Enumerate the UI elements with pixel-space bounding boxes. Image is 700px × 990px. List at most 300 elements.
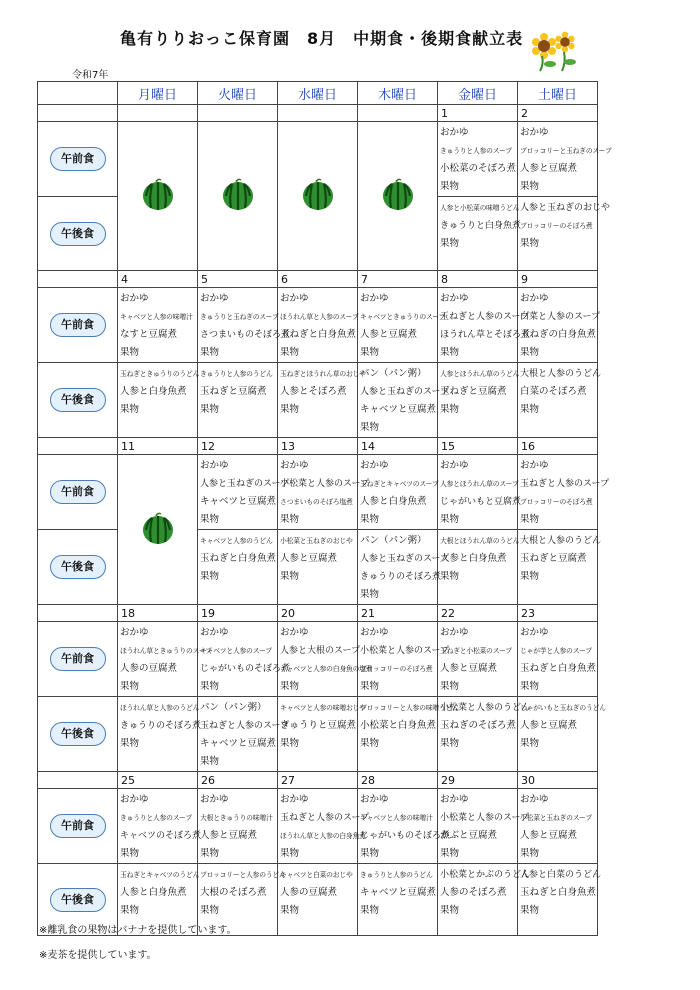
menu-item: 果物 bbox=[200, 848, 220, 859]
menu-item: おかゆ bbox=[280, 460, 309, 471]
menu-item: 人参の豆腐煮 bbox=[280, 887, 338, 898]
corner-cell bbox=[38, 82, 118, 105]
menu-item: おかゆ bbox=[280, 627, 309, 638]
morning-meal-label: 午前食 bbox=[50, 814, 106, 838]
date-cell: 2 bbox=[518, 105, 598, 122]
menu-cell bbox=[198, 288, 291, 363]
menu-cell bbox=[358, 363, 450, 438]
watermelon-icon bbox=[380, 197, 416, 216]
menu-item: 果物 bbox=[440, 404, 460, 415]
menu-item: 果物 bbox=[520, 404, 540, 415]
menu-cell bbox=[118, 363, 198, 438]
menu-cell bbox=[438, 864, 531, 936]
menu-item: なすと豆腐煮 bbox=[120, 329, 178, 340]
menu-cell bbox=[358, 455, 438, 530]
menu-item: ブロッコリーと人参のうどん bbox=[200, 871, 286, 879]
menu-item: おかゆ bbox=[520, 460, 549, 471]
menu-item: 果物 bbox=[200, 571, 220, 582]
menu-item: 果物 bbox=[200, 905, 220, 916]
menu-cell bbox=[118, 789, 202, 864]
menu-item: おかゆ bbox=[360, 293, 389, 304]
menu-item: さつまいものそぼろ塩煮 bbox=[280, 498, 353, 506]
menu-item: きゅうりと人参のスープ bbox=[120, 814, 192, 822]
menu-item: 果物 bbox=[520, 514, 540, 525]
date-cell: 6 bbox=[278, 271, 358, 288]
menu-item: ほうれん草と人参のスープ bbox=[280, 313, 359, 321]
menu-cell bbox=[278, 789, 370, 864]
menu-item: 人参と豆腐煮 bbox=[520, 163, 578, 174]
date-cell: 23 bbox=[518, 605, 598, 622]
date-row bbox=[38, 605, 598, 622]
menu-item: キャベツのそぼろ煮 bbox=[120, 831, 202, 841]
menu-item: 果物 bbox=[440, 905, 460, 916]
menu-cell bbox=[438, 288, 531, 363]
menu-cell bbox=[438, 789, 530, 864]
menu-item: おかゆ bbox=[120, 293, 149, 304]
menu-item: キャベツと人参の味噌汁 bbox=[120, 313, 193, 321]
menu-cell bbox=[118, 697, 202, 772]
date-cell: 25 bbox=[118, 772, 198, 789]
menu-table bbox=[37, 81, 612, 936]
date-row-blank bbox=[38, 438, 118, 455]
menu-item: おかゆ bbox=[520, 293, 549, 304]
meal-label-cell bbox=[38, 789, 118, 864]
date-row-blank bbox=[38, 772, 118, 789]
meal-label-cell bbox=[38, 455, 118, 530]
menu-item: 白菜のそぼろ煮 bbox=[520, 386, 587, 397]
menu-item: 果物 bbox=[360, 422, 380, 433]
menu-item: 果物 bbox=[280, 681, 300, 692]
menu-item: 小松菜と人参のスープ bbox=[280, 479, 370, 489]
menu-item: 果物 bbox=[440, 738, 460, 749]
meal-label-cell bbox=[38, 197, 118, 271]
menu-item: きゅうりと豆腐煮 bbox=[280, 720, 357, 731]
menu-item: おかゆ bbox=[440, 627, 469, 638]
menu-item: 果物 bbox=[520, 681, 540, 692]
menu-item: おかゆ bbox=[440, 293, 469, 304]
date-row bbox=[38, 772, 598, 789]
menu-cell bbox=[118, 622, 212, 697]
menu-item: 果物 bbox=[520, 571, 540, 582]
menu-item: ほうれん草とそぼろ煮 bbox=[440, 330, 531, 340]
morning-meal-row bbox=[38, 455, 598, 530]
menu-item: キャベツと人参のスープ bbox=[200, 647, 272, 655]
morning-meal-label: 午前食 bbox=[50, 147, 106, 171]
morning-meal-row bbox=[38, 122, 598, 197]
menu-item: 果物 bbox=[120, 681, 140, 692]
menu-item: 果物 bbox=[360, 848, 380, 859]
menu-cell bbox=[358, 697, 459, 772]
menu-cell bbox=[278, 530, 358, 605]
menu-cell bbox=[198, 789, 278, 864]
date-cell: 20 bbox=[278, 605, 358, 622]
menu-item: ほうれん草ときゅうりのスープ bbox=[120, 647, 212, 655]
menu-item: じゃが芋と人参のスープ bbox=[520, 647, 592, 655]
menu-item: 大根と人参のうどん bbox=[520, 369, 602, 379]
menu-item: キャベツと白菜のおじや bbox=[280, 871, 353, 879]
menu-cell bbox=[518, 455, 610, 530]
sunflower-icon bbox=[528, 28, 580, 72]
menu-item: 玉ねぎと人参のスープ bbox=[520, 479, 610, 489]
menu-item: 果物 bbox=[120, 404, 140, 415]
menu-cell bbox=[518, 288, 601, 363]
menu-item: おかゆ bbox=[520, 127, 549, 138]
afternoon-meal-label: 午後食 bbox=[50, 722, 106, 746]
menu-cell bbox=[438, 363, 518, 438]
menu-item: 玉ねぎとほうれん草のおじや bbox=[280, 370, 366, 378]
meal-label-cell bbox=[38, 288, 118, 363]
menu-item: 人参と玉ねぎのスープ bbox=[200, 479, 290, 489]
date-cell: 12 bbox=[198, 438, 278, 455]
menu-item: 玉ねぎと豆腐煮 bbox=[200, 386, 267, 397]
menu-item: 果物 bbox=[200, 514, 220, 525]
meal-label-cell bbox=[38, 122, 118, 197]
menu-item: じゃがいものそぼろ煮 bbox=[200, 664, 291, 674]
date-cell: 30 bbox=[518, 772, 598, 789]
menu-item: キャベツときゅうりのスープ bbox=[360, 313, 446, 321]
menu-item: きゅうりのそぼろ煮 bbox=[120, 721, 202, 731]
footer-note-tea: ※麦茶を提供しています。 bbox=[39, 950, 157, 961]
menu-item: 果物 bbox=[280, 905, 300, 916]
date-row bbox=[38, 105, 598, 122]
weekday-header: 火曜日 bbox=[198, 82, 278, 105]
weekday-header: 月曜日 bbox=[118, 82, 198, 105]
date-cell bbox=[278, 105, 358, 122]
menu-item: 人参と豆腐煮 bbox=[200, 830, 258, 841]
date-cell bbox=[118, 105, 198, 122]
menu-item: 小松菜と玉ねぎのスープ bbox=[520, 814, 592, 822]
afternoon-meal-label: 午後食 bbox=[50, 388, 106, 412]
date-cell: 4 bbox=[118, 271, 198, 288]
menu-item: ブロッコリーと人参の味噌うどん bbox=[360, 704, 459, 712]
menu-item: きゅうりと人参のうどん bbox=[200, 370, 273, 378]
date-cell bbox=[198, 105, 278, 122]
date-cell: 5 bbox=[198, 271, 278, 288]
menu-item: キャベツと豆腐煮 bbox=[360, 887, 437, 898]
menu-item: キャベツと豆腐煮 bbox=[200, 496, 277, 507]
menu-cell bbox=[518, 530, 602, 605]
menu-item: 大根のそぼろ煮 bbox=[200, 887, 267, 898]
menu-item: おかゆ bbox=[440, 794, 469, 805]
holiday-cell bbox=[118, 455, 198, 605]
menu-item: 果物 bbox=[120, 738, 140, 749]
menu-item: ブロッコリーと玉ねぎのスープ bbox=[520, 147, 612, 155]
menu-item: 玉ねぎと人参のスープ bbox=[280, 813, 370, 823]
date-row-blank bbox=[38, 105, 118, 122]
menu-cell bbox=[358, 288, 446, 363]
menu-item: 玉ねぎの白身魚煮 bbox=[520, 329, 597, 340]
holiday-cell bbox=[358, 122, 438, 271]
menu-item: 人参と豆腐煮 bbox=[520, 720, 578, 731]
menu-item: 人参とそぼろ煮 bbox=[280, 386, 347, 397]
menu-item: 果物 bbox=[280, 514, 300, 525]
menu-item: 果物 bbox=[120, 848, 140, 859]
menu-cell bbox=[198, 530, 278, 605]
weekday-header: 金曜日 bbox=[438, 82, 518, 105]
menu-item: 果物 bbox=[120, 347, 140, 358]
watermelon-icon bbox=[140, 197, 176, 216]
menu-item: おかゆ bbox=[520, 627, 549, 638]
date-row-blank bbox=[38, 271, 118, 288]
menu-cell bbox=[438, 455, 522, 530]
menu-item: 人参と白身魚煮 bbox=[440, 553, 507, 564]
menu-item: おかゆ bbox=[360, 460, 389, 471]
menu-cell bbox=[518, 697, 606, 772]
menu-item: おかゆ bbox=[280, 794, 309, 805]
menu-cell bbox=[198, 622, 291, 697]
menu-item: おかゆ bbox=[120, 794, 149, 805]
menu-item: 人参と大根のスープ bbox=[280, 646, 361, 656]
menu-item: かぶと豆腐煮 bbox=[440, 830, 498, 841]
menu-item: 大根ときゅうりの味噌汁 bbox=[200, 814, 273, 822]
date-cell: 27 bbox=[278, 772, 358, 789]
menu-item: おかゆ bbox=[360, 794, 389, 805]
menu-item: おかゆ bbox=[440, 460, 469, 471]
menu-cell bbox=[358, 789, 451, 864]
date-cell: 16 bbox=[518, 438, 598, 455]
menu-item: 果物 bbox=[440, 681, 460, 692]
menu-item: 小松菜と白身魚煮 bbox=[360, 720, 437, 731]
menu-item: おかゆ bbox=[200, 293, 229, 304]
menu-item: 果物 bbox=[440, 181, 460, 192]
menu-item: 人参と玉ねぎのスープ bbox=[360, 387, 450, 397]
weekday-header: 水曜日 bbox=[278, 82, 358, 105]
menu-item: 玉ねぎと豆腐煮 bbox=[440, 386, 507, 397]
menu-cell bbox=[518, 789, 598, 864]
date-cell bbox=[358, 105, 438, 122]
menu-item: おかゆ bbox=[280, 293, 309, 304]
date-cell: 7 bbox=[358, 271, 438, 288]
menu-item: 果物 bbox=[280, 571, 300, 582]
menu-item: 大根と人参のうどん bbox=[520, 536, 602, 546]
menu-item: じゃがいものそぼろ煮 bbox=[360, 831, 451, 841]
menu-item: 果物 bbox=[280, 404, 300, 415]
menu-item: さつまいものそぼろ煮 bbox=[200, 330, 291, 340]
menu-item: 人参とほうれん草のうどん bbox=[440, 370, 520, 378]
menu-item: 玉ねぎと人参のスープ bbox=[440, 312, 530, 322]
menu-item: じゃがいもと玉ねぎのうどん bbox=[520, 704, 606, 712]
morning-meal-row bbox=[38, 288, 598, 363]
menu-item: 小松菜とかぶのうどん bbox=[440, 870, 531, 880]
menu-item: 果物 bbox=[440, 238, 460, 249]
menu-item: 人参の豆腐煮 bbox=[120, 663, 178, 674]
menu-cell bbox=[438, 122, 518, 197]
menu-item: 果物 bbox=[360, 347, 380, 358]
menu-item: 果物 bbox=[200, 756, 220, 767]
menu-item: 白菜と人参のスープ bbox=[520, 312, 601, 322]
menu-item: ブロッコリーのそぼろ煮 bbox=[360, 665, 433, 673]
date-cell: 8 bbox=[438, 271, 518, 288]
menu-item: おかゆ bbox=[120, 627, 149, 638]
menu-item: 人参と豆腐煮 bbox=[280, 553, 338, 564]
menu-item: ほうれん草と人参のうどん bbox=[120, 704, 200, 712]
menu-item: パン（パン粥） bbox=[200, 702, 267, 713]
meal-label-cell bbox=[38, 697, 118, 772]
date-row bbox=[38, 438, 598, 455]
menu-item: 玉ねぎと人参のスープ bbox=[200, 721, 290, 731]
menu-cell bbox=[278, 864, 358, 936]
afternoon-meal-label: 午後食 bbox=[50, 555, 106, 579]
menu-item: 人参と白身魚煮 bbox=[120, 386, 187, 397]
menu-item: 果物 bbox=[520, 181, 540, 192]
menu-cell bbox=[278, 288, 358, 363]
menu-item: キャベツと人参の味噌おじや bbox=[280, 704, 366, 712]
menu-item: 果物 bbox=[520, 905, 540, 916]
date-row-blank bbox=[38, 605, 118, 622]
menu-item: 玉ねぎときゅうりのうどん bbox=[120, 370, 200, 378]
menu-item: 人参のそぼろ煮 bbox=[440, 887, 507, 898]
menu-item: きゅうりと人参のうどん bbox=[360, 871, 433, 879]
menu-item: 小松菜と玉ねぎのおじや bbox=[280, 537, 353, 545]
menu-item: 人参と玉ねぎのスープ bbox=[360, 554, 450, 564]
menu-cell bbox=[518, 622, 598, 697]
menu-item: 人参と小松菜の味噌うどん bbox=[440, 204, 520, 212]
menu-item: 果物 bbox=[360, 738, 380, 749]
menu-cell bbox=[518, 864, 602, 936]
menu-item: じゃがいもと豆腐煮 bbox=[440, 497, 522, 507]
menu-item: 果物 bbox=[200, 681, 220, 692]
footer-note-banana: ※離乳食の果物はバナナを提供しています。 bbox=[39, 925, 237, 936]
menu-item: 果物 bbox=[520, 347, 540, 358]
date-cell: 26 bbox=[198, 772, 278, 789]
weekday-header: 木曜日 bbox=[358, 82, 438, 105]
menu-item: きゅうりと玉ねぎのスープ bbox=[200, 313, 279, 321]
menu-item: 果物 bbox=[520, 848, 540, 859]
menu-item: 大根とほうれん草のうどん bbox=[440, 537, 520, 545]
holiday-cell bbox=[198, 122, 278, 271]
menu-cell bbox=[278, 363, 366, 438]
watermelon-icon bbox=[220, 197, 256, 216]
date-row bbox=[38, 271, 598, 288]
menu-item: パン（パン粥） bbox=[360, 535, 427, 546]
menu-cell bbox=[518, 363, 602, 438]
menu-item: 玉ねぎとキャベツのスープ bbox=[360, 480, 439, 488]
menu-item: 人参と玉ねぎのおじや bbox=[520, 203, 611, 213]
menu-item: 玉ねぎと白身魚煮 bbox=[520, 887, 597, 898]
morning-meal-row bbox=[38, 789, 598, 864]
menu-item: おかゆ bbox=[440, 127, 469, 138]
menu-item: 果物 bbox=[440, 571, 460, 582]
menu-item: おかゆ bbox=[360, 627, 389, 638]
morning-meal-label: 午前食 bbox=[50, 480, 106, 504]
menu-item: 人参と白身魚煮 bbox=[360, 496, 427, 507]
date-cell: 29 bbox=[438, 772, 518, 789]
menu-cell bbox=[438, 530, 518, 605]
menu-cell bbox=[358, 864, 438, 936]
afternoon-meal-row bbox=[38, 363, 598, 438]
menu-item: 果物 bbox=[520, 238, 540, 249]
menu-item: おかゆ bbox=[520, 794, 549, 805]
date-cell: 28 bbox=[358, 772, 438, 789]
meal-label-cell bbox=[38, 622, 118, 697]
date-cell: 14 bbox=[358, 438, 438, 455]
menu-cell bbox=[198, 697, 290, 772]
weekday-header-row bbox=[38, 82, 598, 105]
menu-cell bbox=[278, 622, 373, 697]
menu-item: 人参とほうれん草のスープ bbox=[440, 480, 519, 488]
menu-item: ほうれん草と人参の白身魚煮 bbox=[280, 832, 366, 840]
menu-item: 小松菜と人参のスープ bbox=[440, 813, 530, 823]
menu-item: 玉ねぎと白身魚煮 bbox=[520, 663, 597, 674]
menu-item: 人参と豆腐煮 bbox=[360, 329, 418, 340]
menu-item: 果物 bbox=[280, 848, 300, 859]
menu-cell bbox=[438, 197, 522, 271]
menu-cell bbox=[518, 122, 612, 197]
watermelon-icon bbox=[140, 531, 176, 550]
menu-item: 果物 bbox=[120, 905, 140, 916]
menu-item: きゅうりのそぼろ煮 bbox=[360, 572, 442, 582]
menu-item: 人参と豆腐煮 bbox=[440, 663, 498, 674]
menu-item: 玉ねぎと小松菜のスープ bbox=[440, 647, 512, 655]
menu-item: 人参と白身魚煮 bbox=[120, 887, 187, 898]
menu-item: 玉ねぎと白身魚煮 bbox=[200, 553, 277, 564]
date-cell: 15 bbox=[438, 438, 518, 455]
menu-cell bbox=[518, 197, 611, 271]
menu-cell bbox=[438, 697, 531, 772]
menu-cell bbox=[198, 455, 290, 530]
date-cell: 19 bbox=[198, 605, 278, 622]
menu-item: 果物 bbox=[360, 589, 380, 600]
menu-item: 人参と白菜のうどん bbox=[520, 870, 602, 880]
afternoon-meal-label: 午後食 bbox=[50, 222, 106, 246]
menu-item: きゅうりと人参のスープ bbox=[440, 147, 512, 155]
date-cell: 9 bbox=[518, 271, 598, 288]
menu-item: 玉ねぎと豆腐煮 bbox=[520, 553, 587, 564]
menu-item: 玉ねぎとキャベツのうどん bbox=[120, 871, 200, 879]
holiday-cell bbox=[278, 122, 358, 271]
date-cell: 21 bbox=[358, 605, 438, 622]
menu-cell bbox=[278, 697, 366, 772]
menu-item: 果物 bbox=[280, 347, 300, 358]
menu-cell bbox=[438, 622, 518, 697]
menu-item: 果物 bbox=[440, 514, 460, 525]
menu-item: 果物 bbox=[360, 514, 380, 525]
menu-item: 果物 bbox=[200, 347, 220, 358]
menu-item: キャベツと豆腐煮 bbox=[360, 404, 437, 415]
menu-item: おかゆ bbox=[200, 460, 229, 471]
date-cell: 1 bbox=[438, 105, 518, 122]
menu-item: パン（パン粥） bbox=[360, 368, 427, 379]
date-cell: 18 bbox=[118, 605, 198, 622]
menu-item: 果物 bbox=[360, 905, 380, 916]
menu-item: 果物 bbox=[360, 681, 380, 692]
morning-meal-label: 午前食 bbox=[50, 647, 106, 671]
menu-item: 人参と豆腐煮 bbox=[520, 830, 578, 841]
morning-meal-row bbox=[38, 622, 598, 697]
morning-meal-label: 午前食 bbox=[50, 313, 106, 337]
meal-label-cell bbox=[38, 530, 118, 605]
weekday-header: 土曜日 bbox=[518, 82, 598, 105]
menu-cell bbox=[118, 288, 198, 363]
menu-item: ブロッコリーのそぼろ煮 bbox=[520, 498, 593, 506]
menu-item: おかゆ bbox=[200, 627, 229, 638]
menu-item: 小松菜と人参のスープ bbox=[360, 646, 450, 656]
afternoon-meal-label: 午後食 bbox=[50, 888, 106, 912]
menu-item: キャベツと人参のうどん bbox=[200, 537, 273, 545]
menu-cell bbox=[358, 530, 450, 605]
menu-cell bbox=[198, 363, 278, 438]
menu-item: 玉ねぎと白身魚煮 bbox=[280, 329, 357, 340]
holiday-cell bbox=[118, 122, 198, 271]
page-title: 亀有りりおっこ保育園 8月 中期食・後期食献立表 bbox=[120, 29, 524, 48]
menu-item: 果物 bbox=[440, 848, 460, 859]
menu-item: キャベツと豆腐煮 bbox=[200, 738, 277, 749]
menu-cell bbox=[278, 455, 370, 530]
menu-item: 果物 bbox=[520, 738, 540, 749]
menu-item: 果物 bbox=[280, 738, 300, 749]
menu-item: きゅうりと白身魚煮 bbox=[440, 221, 522, 231]
menu-item: キャベツと人参の白身魚の塩煮 bbox=[280, 665, 373, 673]
